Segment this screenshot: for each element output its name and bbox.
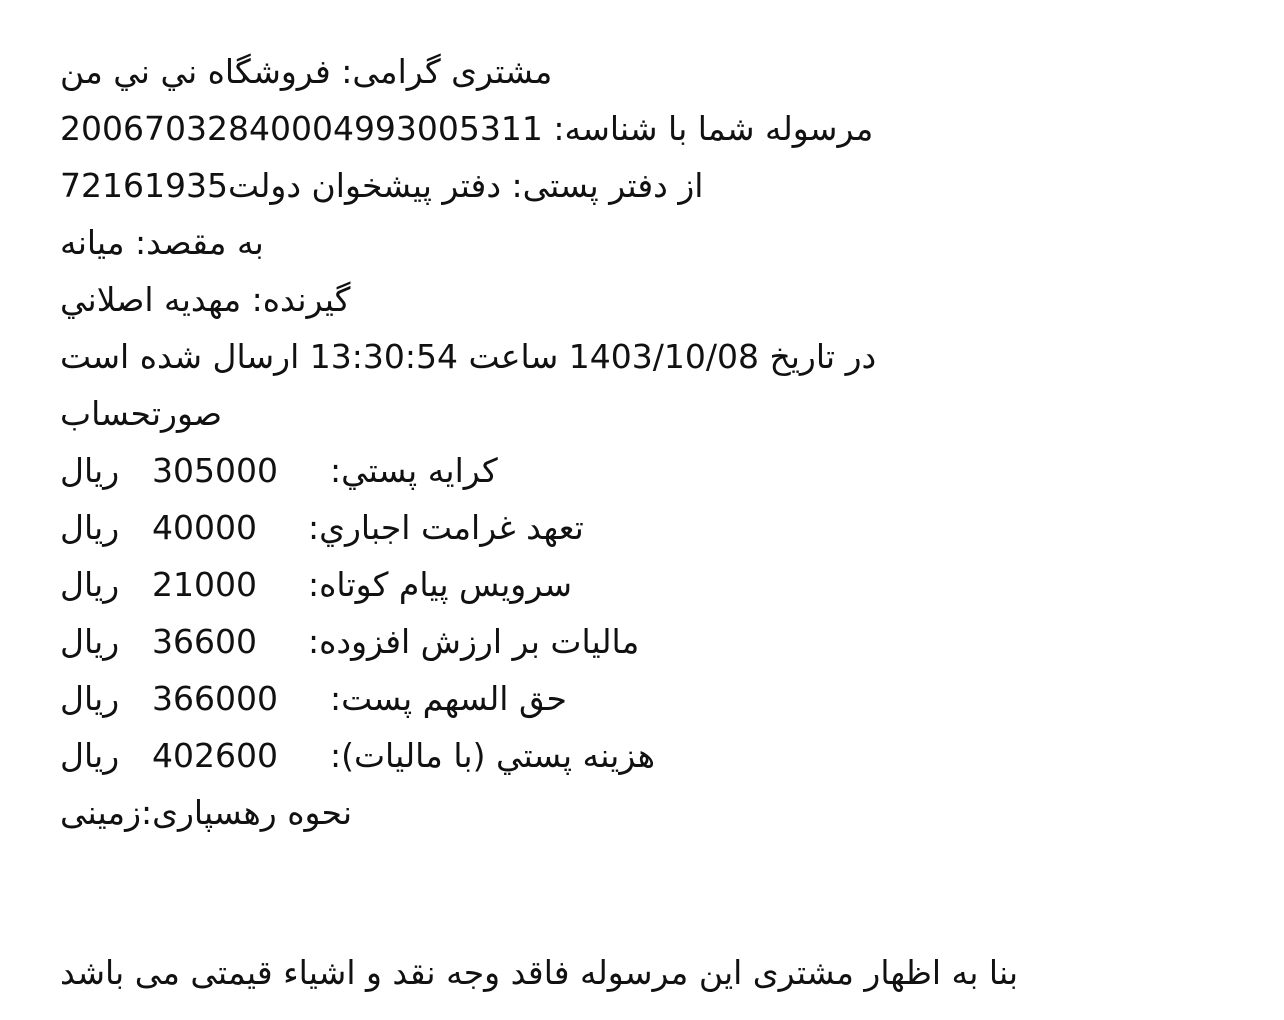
currency-label: ريال <box>60 508 120 547</box>
currency-label: ريال <box>60 451 120 490</box>
recipient-line: گیرنده: مهدیه اصلاني <box>60 280 351 319</box>
fee-amount: 21000 <box>152 565 257 604</box>
invoice-title: صورتحساب <box>60 394 223 433</box>
parcel-id-line: مرسوله شما با شناسه: 20067032840004993005311 <box>60 109 874 148</box>
destination-line: به مقصد: میانه <box>60 223 264 262</box>
customer-line: مشتری گرامی: فروشگاه ني ني من <box>60 52 553 91</box>
fee-row <box>60 731 700 781</box>
fee-label: سرويس پيام كوتاه: <box>308 565 573 604</box>
fee-label: كرايه پستي: <box>330 451 498 490</box>
fee-label: حق السهم پست: <box>330 679 567 718</box>
fee-label: هزينه پستي (با ماليات): <box>330 736 655 775</box>
fee-row <box>60 503 620 553</box>
fee-row <box>60 446 520 496</box>
currency-label: ريال <box>60 736 120 775</box>
send-date-line: در تاریخ 1403/10/08 ساعت 13:30:54 ارسال شده است <box>60 337 877 376</box>
fee-row <box>60 560 620 610</box>
fee-amount: 305000 <box>152 451 278 490</box>
currency-label: ريال <box>60 679 120 718</box>
fee-label: تعهد غرامت اجباري: <box>308 508 584 547</box>
postal-receipt <box>60 0 1240 1020</box>
delivery-method: نحوه رهسپاری:زمینی <box>60 793 353 832</box>
currency-label: ريال <box>60 565 120 604</box>
fee-amount: 402600 <box>152 736 278 775</box>
footer-notice: بنا به اظهار مشتری این مرسوله فاقد وجه نقد و اشیاء قیمتی می باشد <box>60 953 1019 992</box>
fee-row <box>60 674 620 724</box>
fee-row <box>60 617 660 667</box>
fee-amount: 366000 <box>152 679 278 718</box>
currency-label: ريال <box>60 622 120 661</box>
fee-amount: 40000 <box>152 508 257 547</box>
origin-office-line: از دفتر پستی: دفتر پیشخوان دولت72161935 <box>60 166 704 205</box>
fee-label: ماليات بر ارزش افزوده: <box>308 622 640 661</box>
fee-amount: 36600 <box>152 622 257 661</box>
